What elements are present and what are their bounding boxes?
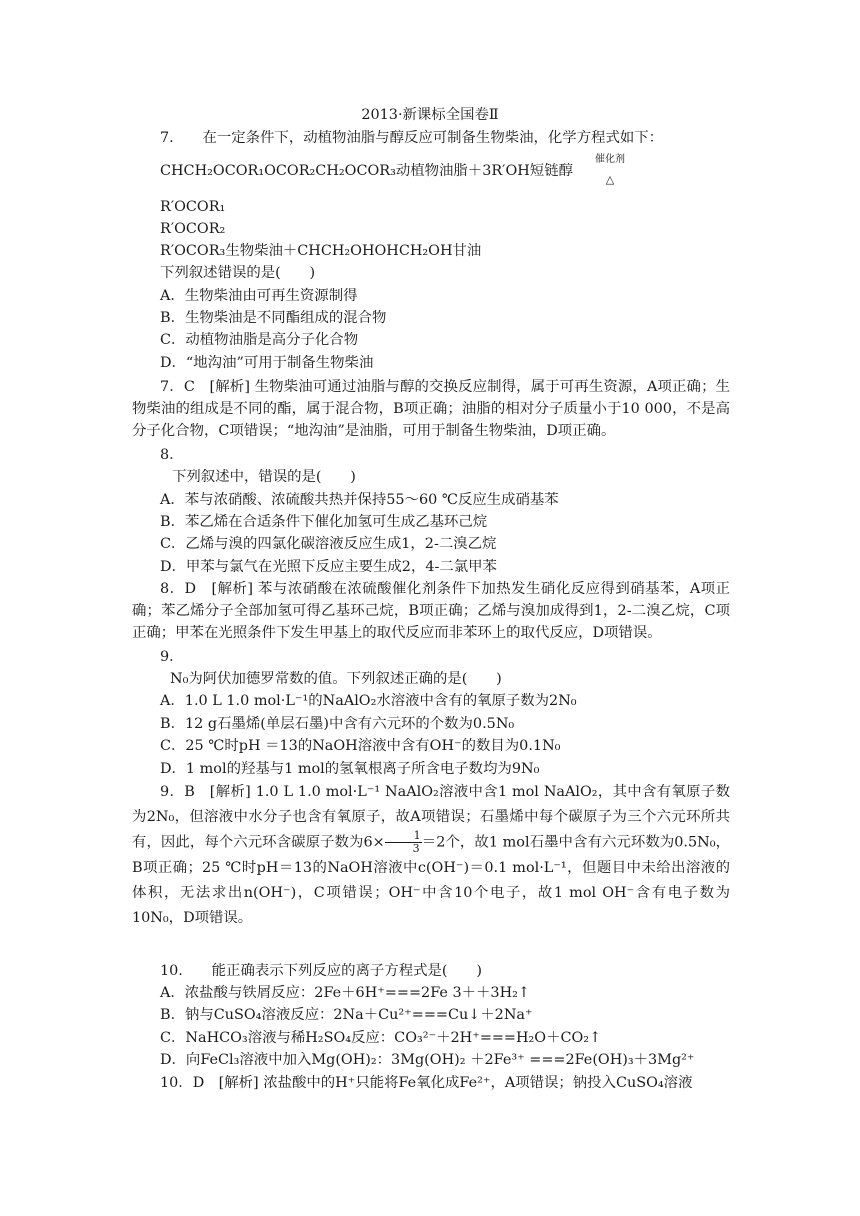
q8-number: 8． (160, 447, 184, 463)
fraction-one-third (385, 830, 422, 855)
q9-question: N₀为阿伏加德罗常数的值。下列叙述正确的是( ) (170, 671, 502, 687)
q9-answer-part-2: ＝2个，故1 mol石墨中含有六元环数为0.5N₀，B项正确；25 ℃时pH＝13的NaOH溶液中c(OH⁻)＝0.1 mol·L⁻¹，但题目中未给出溶液的体积，无法求出n(OH⁻)，C项错误；OH⁻中含10个电子，故1 mol OH⁻含有电子数为10N₀，D项错误。 (132, 834, 730, 926)
q7-option-a: A．生物柴油由可再生资源制得 (160, 288, 358, 304)
q10-option-d: D．向FeCl₃溶液中加入Mg(OH)₂：3Mg(OH)₂ ＋2Fe³⁺ ===2Fe(OH)₃＋3Mg²⁺ (160, 1052, 695, 1068)
q9-option-a: A．1.0 L 1.0 mol·L⁻¹的NaAlO₂水溶液中含有的氧原子数为2N₀ (160, 693, 577, 709)
q9-option-b: B．12 g石墨烯(单层石墨)中含有六元环的个数为0.5N₀ (160, 716, 515, 732)
q9-answer (132, 780, 730, 931)
q7-option-d: D．“地沟油”可用于制备生物柴油 (160, 355, 374, 371)
q8-option-d: D．甲苯与氯气在光照下反应主要生成2，4-二氯甲苯 (160, 559, 497, 575)
q10-option-c: C．NaHCO₃溶液与稀H₂SO₄反应：CO₃²⁻＋2H⁺===H₂O＋CO₂↑ (160, 1030, 602, 1046)
q9-answer-multiplier: 6× (363, 834, 385, 851)
q7-product-3: R′OCOR₃生物柴油＋CHCH₂OHOHCH₂OH甘油 (160, 243, 482, 259)
q10-stem: 10. 能正确表示下列反应的离子方程式是( ) (160, 963, 482, 979)
q7-question: 下列叙述错误的是( ) (160, 265, 316, 281)
q10-option-b: B．钠与CuSO₄溶液反应：2Na＋Cu²⁺===Cu↓＋2Na⁺ (160, 1007, 533, 1023)
q8-question: 下列叙述中，错误的是( ) (172, 469, 356, 485)
q7-product-2: R′OCOR₂ (160, 221, 226, 237)
q10-answer: 10．D [解析] 浓盐酸中的H⁺只能将Fe氧化成Fe²⁺，A项错误；钠投入CuSO₄溶液 (160, 1075, 693, 1091)
heat-triangle-icon: △ (605, 173, 615, 186)
fraction-denominator: 3 (412, 842, 420, 855)
catalyst-condition (590, 154, 630, 186)
q7-answer: 7．C [解析] 生物柴油可通过油脂与醇的交换反应制得，属于可再生资源，A项正确；生物柴油的组成是不同的酯，属于混合物，B项正确；油脂的相对分子质量小于10 000，不是高分子化合物，C项错误；“地沟油”是油脂，可用于制备生物柴油，D项正确。 (132, 379, 730, 439)
q7-product-1: R′OCOR₁ (160, 199, 226, 215)
doc-title: 2013·新课标全国卷Ⅱ (361, 107, 499, 123)
q8-option-a: A．苯与浓硝酸、浓硫酸共热并保持55～60 ℃反应生成硝基苯 (160, 492, 559, 508)
q8-option-c: C．乙烯与溴的四氯化碳溶液反应生成1，2-二溴乙烷 (160, 536, 497, 552)
q7-stem: 7. 在一定条件下，动植物油脂与醇反应可制备生物柴油，化学方程式如下： (160, 130, 664, 146)
q10-option-a: A．浓盐酸与铁屑反应：2Fe＋6H⁺===2Fe 3＋＋3H₂↑ (160, 985, 530, 1001)
q7-option-b: B．生物柴油是不同酯组成的混合物 (160, 310, 387, 326)
catalyst-label: 催化剂 (595, 154, 625, 165)
q9-number: 9． (160, 649, 184, 665)
q9-option-c: C．25 ℃时pH ＝13的NaOH溶液中含有OH⁻的数目为0.1N₀ (160, 738, 561, 754)
q9-answer-part-1: 9．B [解析] 1.0 L 1.0 mol·L⁻¹ NaAlO₂溶液中含1 mol NaAlO₂，其中含有氧原子数为2N₀，但溶液中水分子也含有氧原子，故A项错误；石墨烯中每个碳原子为三个六元环所共有，因此，每个六元环含碳原子数为 (132, 784, 730, 851)
q9-option-d: D．1 mol的羟基与1 mol的氢氧根离子所含电子数均为9N₀ (160, 761, 540, 777)
q8-answer: 8．D [解析] 苯与浓硝酸在浓硫酸催化剂条件下加热发生硝化反应得到硝基苯，A项正确；苯乙烯分子全部加氢可得乙基环己烷，B项正确；乙烯与溴加成得到1，2-二溴乙烷，C项正确；甲苯在光照条件下发生甲基上的取代反应而非苯环上的取代反应，D项错误。 (132, 581, 730, 641)
fraction-numerator: 1 (385, 830, 422, 843)
q7-option-c: C．动植物油脂是高分子化合物 (160, 332, 359, 348)
q7-reaction-line: CHCH₂OCOR₁OCOR₂CH₂OCOR₃动植物油脂＋3R′OH短链醇 (160, 163, 573, 179)
q8-option-b: B．苯乙烯在合适条件下催化加氢可生成乙基环己烷 (160, 514, 488, 530)
